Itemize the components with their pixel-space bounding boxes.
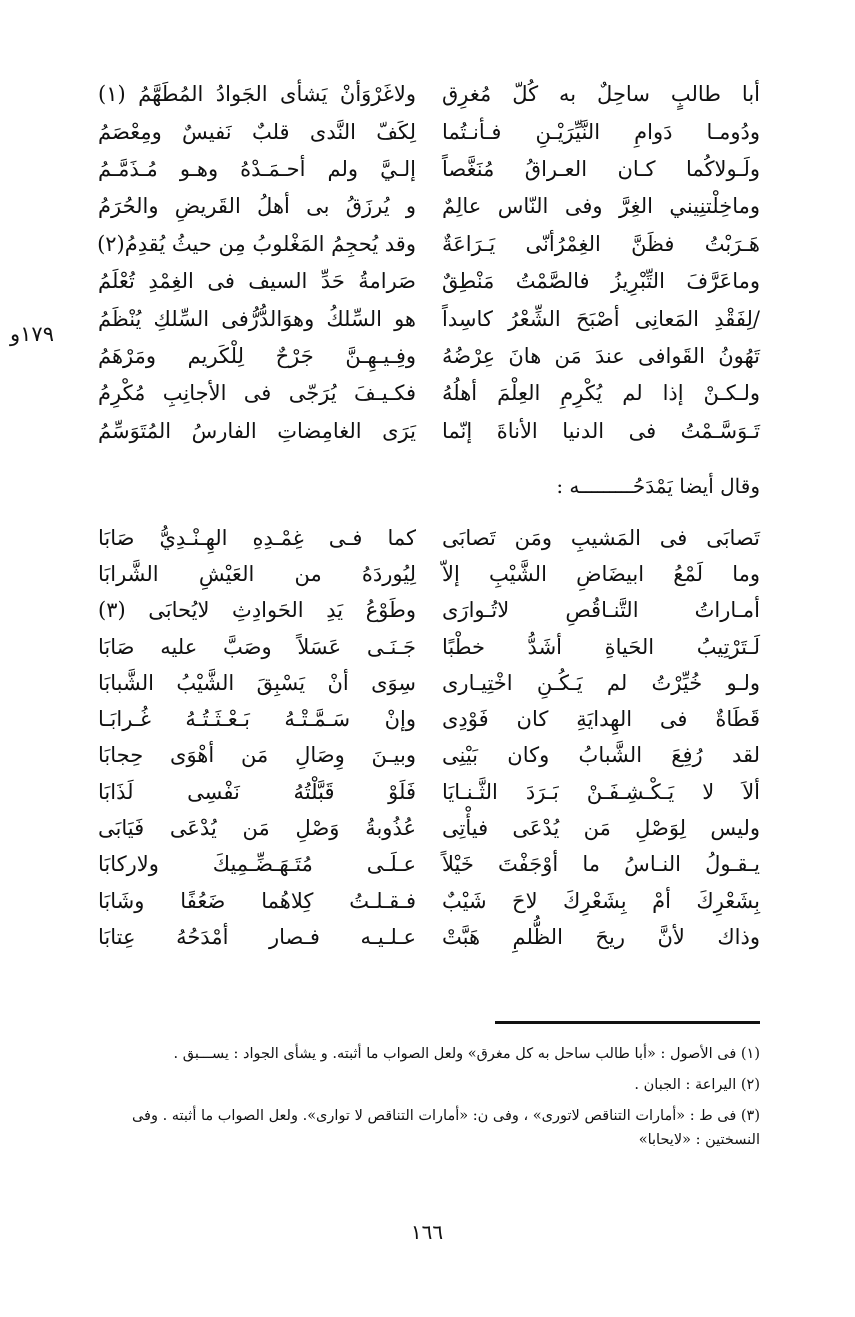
verse-line	[98, 629, 760, 665]
verse-first-hemistich: أبا طالبٍ ساحِلٌ به كُلّ مُغرِق	[442, 82, 760, 107]
verse-line	[98, 338, 760, 375]
verse-first-hemistich: وماخِلْتنِيني الغِرَّ وفى النّاس عالِمٌ	[442, 194, 760, 219]
verse-second-hemistich: فـقـلـتُ كِلاهُما ضَعُفًا وشَابَا	[98, 888, 416, 913]
verse-second-hemistich: وقد يُحجِمُ المَغْلوبُ مِن حيثُ يُقدِمُ(٢)	[97, 231, 416, 256]
verse-second-hemistich: سِوَى أنْ يَسْبِقَ الشَّيْبُ الشَّبابَا	[98, 670, 416, 695]
manuscript-folio-note: ١٧٩و	[10, 322, 54, 346]
verse-second-hemistich: عـلـيـه فـصار أمْدَحُهُ عِتابَا	[98, 924, 416, 949]
verse-line	[98, 520, 760, 556]
verse-line	[98, 810, 760, 846]
verse-first-hemistich: ألاَ لا يَـكْـشِـفَـنْ بَـرَدَ الثَّـنـايَا	[442, 779, 760, 804]
verse-first-hemistich: لَـتَرْتِيبُ الحَياةِ أشَدُّ خطْبًا	[442, 634, 760, 659]
verse-first-hemistich: أمـاراتُ التَّنـاقُصِ لاتُـوارَى	[442, 598, 760, 623]
verse-second-hemistich: فَلَوْ قَبَّلْتُهُ نَفْسِى لَذَابَا	[98, 779, 416, 804]
verse-second-hemistich: ولاغَرْوَأنْ يَشأى الجَوادُ المُطَهَّمُ (١)	[98, 82, 416, 107]
verse-first-hemistich: ولَـولاكُما كـان العـراقُ مُنَغَّصاً	[442, 156, 760, 181]
poem-stanza-1	[98, 76, 760, 450]
verse-line	[98, 593, 760, 629]
verse-second-hemistich: وإنْ سَـمَّـتْـهُ بَـعْـثَـتُـهُ غُـرابَـا	[98, 707, 416, 732]
verse-line	[98, 701, 760, 737]
verse-second-hemistich: هو السِّلكُ وهوَالدُّرُّفى السِّلكِ يُنْظَمُ	[98, 306, 416, 331]
verse-line	[98, 188, 760, 225]
poem-stanza-2	[98, 520, 760, 956]
footnote-3: (٣) فى ط : «أمارات التناقص لاتورى» ، وفى ن: «أمارات التناقص لا توارى». ولعل الصواب ما أثبته . وفى النسختين : «لايحابا»	[131, 1108, 760, 1148]
verse-line	[98, 76, 760, 113]
verse-second-hemistich: فكـيـفَ يُرَجّى فى الأجانِبِ مُكْرِمُ	[98, 381, 416, 406]
verse-first-hemistich: /لِفَقْدِ المَعانِى أصْبَحَ الشِّعْرُ كاسِداً	[442, 306, 760, 331]
verse-first-hemistich: تَصابَى فى المَشيبِ ومَن تَصابَى	[442, 525, 760, 550]
verse-first-hemistich: تَـوَسَّـمْتُ فى الدنيا الأناةَ إنّما	[442, 418, 760, 443]
verse-line	[98, 847, 760, 883]
verse-line	[98, 375, 760, 412]
verse-line	[98, 883, 760, 919]
verse-first-hemistich: بِشَعْرِكَ أمْ بِشَعْرِكَ لاحَ شَيْبٌ	[442, 888, 760, 913]
verse-line	[98, 151, 760, 188]
verse-line	[98, 774, 760, 810]
verse-line	[98, 738, 760, 774]
verse-second-hemistich: لِكَفّ النَّدى قلبٌ نَفيسٌ ومِعْصَمُ	[98, 119, 416, 144]
verse-second-hemistich: صَرامةُ حَدِّ السيف فى الغِمْدِ تُعْلَمُ	[98, 269, 416, 294]
footnote-2: (٢) اليراعة : الجبان .	[634, 1077, 760, 1094]
verse-line	[98, 226, 760, 263]
verse-line	[98, 413, 760, 450]
verse-line	[98, 300, 760, 337]
verse-first-hemistich: ودُومـا دَوامِ النَّيِّرَيْـنِ فـأنـتُما	[442, 119, 760, 144]
poem-heading: وقال أيضا يَمْدَحُـــــــــه :	[556, 474, 760, 498]
footnote-1: (١) فى الأصول : «أبا طالب ساحل به كل مغرق» ولعل الصواب ما أثبته. و يشأى الجواد : يســـبق .	[173, 1046, 760, 1062]
verse-first-hemistich: تَهُونُ القَوافى عندَ مَن هانَ عِرْضُهُ	[442, 343, 760, 368]
verse-first-hemistich: لقد رُفِعَ الشَّبابُ وكان بَيْنِى	[442, 743, 760, 768]
verse-line	[98, 263, 760, 300]
verse-line	[98, 113, 760, 150]
verse-line	[98, 556, 760, 592]
verse-second-hemistich: وطَوْعُ يَدِ الحَوادِثِ لايُحابَى (٣)	[98, 598, 416, 623]
verse-first-hemistich: قَطَاةٌ فى الهِدايَةِ كان فَوْدِى	[442, 707, 760, 732]
verse-second-hemistich: عُذُوبةُ وَصْلِ مَن يُدْعَى فَيَابَى	[98, 816, 416, 841]
verse-first-hemistich: وماعَرَّفَ التِّبْرِيزُ فالصَّمْتُ مَنْطِقٌ	[442, 269, 760, 294]
verse-line	[98, 665, 760, 701]
verse-second-hemistich: يَرَى الغامِضاتِ الفارسُ المُتَوَسِّمُ	[98, 418, 416, 443]
page-number: ١٦٦	[410, 1220, 444, 1244]
verse-first-hemistich: يـقـولُ النـاسُ ما أوْجَفْتَ خَيْلاً	[442, 852, 760, 877]
footnote-divider	[495, 1021, 760, 1024]
verse-second-hemistich: إلـيَّ ولم أحـمَـدْهُ وهـو مُـذَمَّـمُ	[98, 156, 416, 181]
verse-second-hemistich: وفِـيـهِـنَّ جَرْحٌ لِلْكَريم ومَرْهَمُ	[98, 343, 416, 368]
verse-second-hemistich: كما فـى غِمْـدِهِ الهِـنْـدِيُّ صَابَا	[98, 525, 416, 550]
verse-line	[98, 919, 760, 955]
verse-first-hemistich: ولـو خُيِّرْتُ لم يَـكُـنِ اخْتِيـارى	[442, 670, 760, 695]
verse-second-hemistich: و يُرزَقُ بى أهلُ القَريضِ والحُرَمُ	[98, 194, 416, 219]
verse-second-hemistich: لِيُوردَهُ من العَيْشِ الشَّرابَا	[98, 561, 416, 586]
verse-first-hemistich: وما لَمْعُ ابيضَاضِ الشَّيْبِ إلاّ	[442, 561, 760, 586]
verse-first-hemistich: هَـرَبْتُ فظَنَّ الغِمْرُأنّى يَـرَاعَةٌ	[442, 231, 760, 256]
verse-second-hemistich: عـلَـى مُتَـهَـضِّـمِيكَ ولاركابَا	[98, 852, 416, 877]
verse-second-hemistich: جَـنَـى عَسَلاً وصَبَّ عليه صَابَا	[98, 634, 416, 659]
verse-first-hemistich: وليس لِوَصْلِ مَن يُدْعَى فيأْتِى	[442, 816, 760, 841]
footnotes	[95, 1043, 760, 1160]
verse-first-hemistich: ولـكـنْ إذا لم يُكْرِمِ العِلْمَ أهلُهُ	[442, 381, 760, 406]
verse-second-hemistich: وبيـنَ وِصَالِ مَن أهْوَى حِجابَا	[98, 743, 416, 768]
verse-first-hemistich: وذاك لأنَّ ريحَ الظُّلمِ هَبَّتْ	[442, 924, 760, 949]
